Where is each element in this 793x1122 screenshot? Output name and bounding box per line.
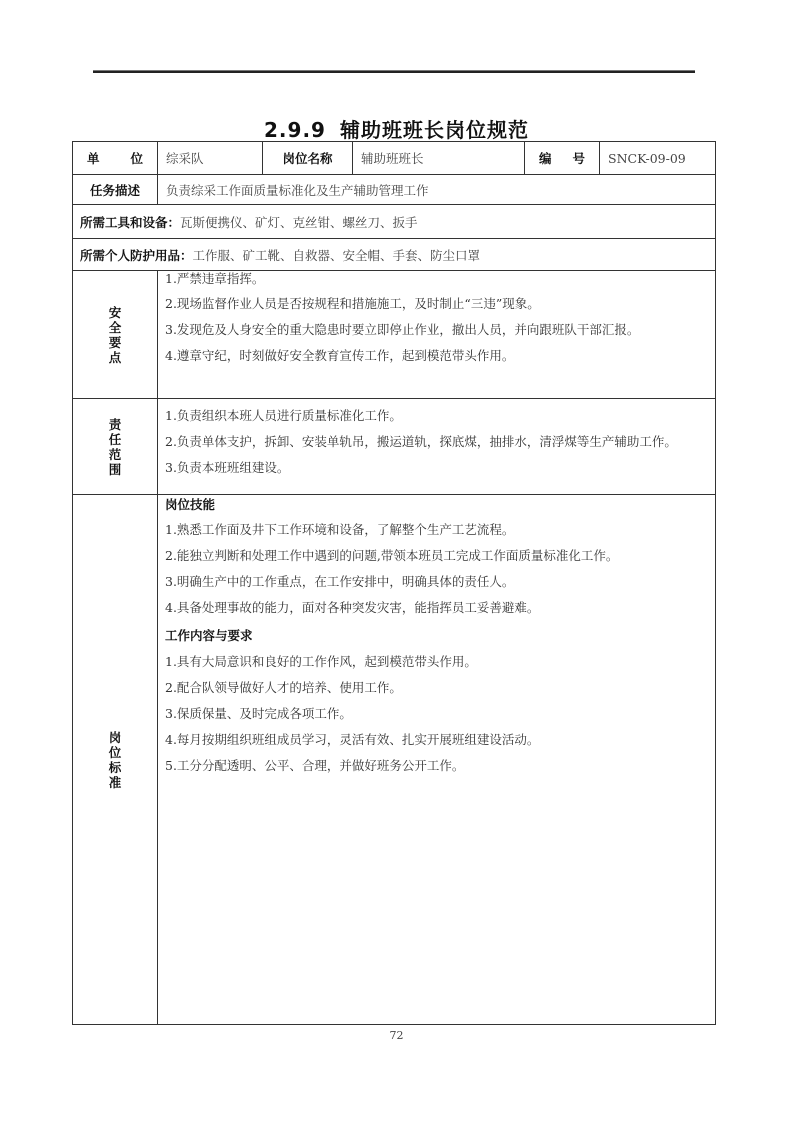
header-rule — [93, 70, 695, 73]
ppe-label: 所需个人防护用品： — [80, 247, 193, 263]
skills-heading: 岗位技能 — [165, 497, 216, 512]
unit-label: 单 位 — [73, 142, 158, 175]
responsibility-label: 责 任 范 围 — [73, 399, 158, 495]
skill-item: 3.明确生产中的工作重点，在工作安排中，明确具体的责任人。 — [165, 574, 515, 589]
task-value: 负责综采工作面质量标准化及生产辅助管理工作 — [158, 175, 716, 205]
tools-row — [73, 205, 716, 239]
work-item: 4.每月按期组织班组成员学习，灵活有效、扎实开展班组建设活动。 — [165, 732, 540, 747]
position-value: 辅助班班长 — [353, 142, 525, 175]
page-title — [0, 114, 793, 143]
info-row — [73, 142, 716, 175]
responsibility-item: 1.负责组织本班人员进行质量标准化工作。 — [165, 408, 402, 423]
work-item: 3.保质保量、及时完成各项工作。 — [165, 706, 352, 721]
work-item: 1.具有大局意识和良好的工作作风，起到模范带头作用。 — [165, 654, 477, 669]
skill-item: 2.能独立判断和处理工作中遇到的问题,带领本班员工完成工作面质量标准化工作。 — [165, 548, 619, 563]
job-spec-table — [72, 141, 716, 1025]
standards-items — [158, 495, 716, 1025]
work-heading: 工作内容与要求 — [165, 628, 253, 643]
task-row — [73, 175, 716, 205]
ppe-value: 工作服、矿工靴、自救器、安全帽、手套、防尘口罩 — [192, 247, 481, 263]
tools-label: 所需工具和设备： — [80, 214, 181, 230]
standards-label: 岗 位 标 准 — [73, 495, 158, 1025]
standards-row — [73, 495, 716, 1025]
unit-value: 综采队 — [158, 142, 263, 175]
responsibility-row — [73, 399, 716, 495]
responsibility-item: 2.负责单体支护，拆卸、安装单轨吊，搬运道轨，探底煤，抽排水，清浮煤等生产辅助工作。 — [165, 434, 677, 449]
code-label: 编 号 — [525, 142, 600, 175]
safety-row — [73, 271, 716, 399]
title-text: 辅助班班长岗位规范 — [339, 118, 529, 142]
code-value: SNCK-09-09 — [600, 142, 716, 175]
position-label: 岗位名称 — [263, 142, 353, 175]
skill-item: 4.具备处理事故的能力，面对各种突发灾害，能指挥员工妥善避难。 — [165, 600, 540, 615]
skill-item: 1.熟悉工作面及井下工作环境和设备，了解整个生产工艺流程。 — [165, 522, 515, 537]
safety-items — [158, 271, 716, 399]
responsibility-item: 3.负责本班班组建设。 — [165, 460, 290, 475]
work-item: 2.配合队领导做好人才的培养、使用工作。 — [165, 680, 402, 695]
responsibility-items — [158, 399, 716, 495]
task-label: 任务描述 — [73, 175, 158, 205]
page-number: 72 — [389, 1029, 404, 1042]
work-item: 5.工分分配透明、公平、合理，并做好班务公开工作。 — [165, 758, 465, 773]
title-number: 2.9.9 — [264, 118, 326, 142]
safety-item: 4.遵章守纪，时刻做好安全教育宣传工作，起到模范带头作用。 — [165, 348, 515, 363]
tools-value: 瓦斯便携仪、矿灯、克丝钳、螺丝刀、扳手 — [180, 214, 418, 230]
safety-item: 1.严禁违章指挥。 — [165, 271, 265, 286]
safety-item: 2.现场监督作业人员是否按规程和措施施工，及时制止“三违”现象。 — [165, 296, 540, 311]
ppe-row — [73, 239, 716, 271]
safety-label: 安 全 要 点 — [73, 271, 158, 399]
safety-item: 3.发现危及人身安全的重大隐患时要立即停止作业，撤出人员，并向跟班队干部汇报。 — [165, 322, 640, 337]
